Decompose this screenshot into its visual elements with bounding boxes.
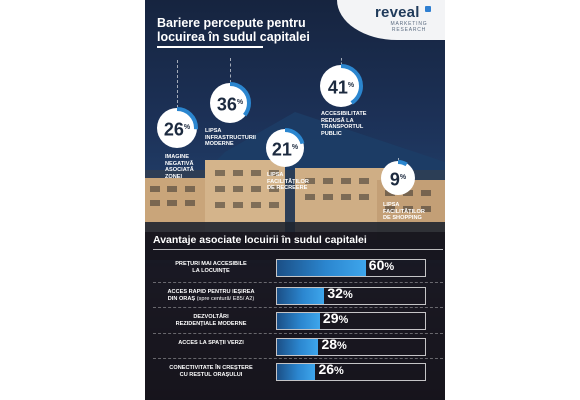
advantage-bar	[277, 364, 315, 380]
advantage-bar-track	[276, 312, 426, 330]
barrier-label-line: TRANSPORTUL	[321, 124, 364, 131]
advantage-bar-track	[276, 363, 426, 381]
advantage-bar-track	[276, 259, 426, 277]
advantage-label-line	[153, 372, 269, 379]
advantage-value-number: 32	[327, 285, 343, 301]
barrier-label	[321, 111, 366, 137]
advantage-value	[323, 310, 348, 326]
advantage-bar	[277, 288, 324, 304]
advantage-value-unit: %	[337, 340, 347, 352]
barrier-label-line: IMAGINE	[165, 154, 189, 160]
barrier-value	[317, 62, 365, 113]
advantage-label-line	[153, 289, 269, 296]
advantage-label-line	[153, 321, 269, 328]
barrier-bubble	[154, 105, 200, 151]
advantage-bar	[277, 339, 318, 355]
advantage-value-number: 28	[321, 336, 338, 352]
advantage-label	[153, 365, 269, 378]
title-underline	[157, 46, 263, 48]
barrier-label	[383, 202, 425, 222]
barrier-label-line: ASOCIATĂ	[165, 167, 194, 174]
advantage-label-text: DEZVOLTĂRI	[193, 314, 229, 320]
barrier-value	[154, 105, 200, 154]
barrier-value-unit: %	[347, 82, 355, 89]
advantage-bar-track	[276, 338, 426, 356]
barrier-value-unit: %	[236, 99, 244, 106]
brand-subtitle	[379, 21, 439, 33]
advantage-value-unit: %	[334, 365, 344, 377]
advantage-label	[153, 289, 269, 302]
advantage-label-line	[153, 261, 269, 268]
advantage-label	[153, 314, 269, 327]
advantage-value-unit: %	[338, 314, 349, 326]
advantage-value	[327, 285, 352, 301]
advantage-value-number: 60	[368, 257, 385, 273]
brand-name: reveal	[375, 4, 420, 21]
advantage-label-text: CONECTIVITATE ÎN CREȘTERE	[169, 365, 253, 371]
barrier-bubble	[317, 62, 365, 110]
barrier-value-number: 36	[216, 94, 237, 115]
advantage-bar	[277, 313, 320, 329]
advantage-value	[318, 361, 343, 377]
title-line-2: locuirea în sudul capitalei	[157, 30, 310, 44]
barrier-label-line: LIPSA	[267, 172, 284, 178]
page-title	[157, 16, 337, 44]
barrier-label-line: FACILITĂȚILOR	[383, 208, 425, 215]
advantage-label-text: PREȚURI MAI ACCESIBILE	[175, 261, 247, 267]
barrier-value-number: 9	[389, 169, 400, 190]
advantage-label-text: CU RESTUL ORAȘULUI	[179, 371, 243, 378]
brand-dot-icon	[425, 6, 431, 12]
barrier-label-line: LIPSA	[205, 128, 222, 134]
advantage-label-line	[153, 268, 269, 275]
barrier-value	[378, 158, 418, 201]
barrier-label-line: PUBLIC	[321, 130, 342, 137]
advantage-label-line	[153, 340, 269, 347]
barrier-value	[207, 80, 253, 129]
barrier-bubble	[263, 126, 307, 170]
barrier-label-line: INFRASTRUCTURII	[205, 134, 256, 141]
advantages-title-rule	[153, 249, 443, 250]
advantage-value-unit: %	[342, 289, 353, 301]
advantage-label-note: (spre centură/ E85/ A2)	[196, 295, 255, 302]
advantage-value	[321, 336, 346, 352]
barrier-label-line: NEGATIVĂ	[165, 160, 194, 167]
barrier-label-line: MODERNE	[205, 141, 234, 148]
barrier-label-line: FACILITĂȚILOR	[267, 178, 309, 185]
advantages-title: Avantaje asociate locuirii în sudul capitalei	[153, 234, 367, 246]
barrier-label	[267, 172, 309, 192]
barrier-label-line: DE RECREERE	[267, 185, 308, 192]
advantage-label-line	[153, 314, 269, 321]
advantage-label-text: ACCES RAPID PENTRU IEȘIREA	[167, 289, 255, 295]
barrier-value-unit: %	[399, 174, 407, 181]
barrier-value-number: 26	[163, 119, 184, 140]
advantage-value	[369, 257, 394, 273]
advantage-value-number: 26	[318, 361, 335, 377]
advantage-label-text: REZIDENȚIALE MODERNE	[175, 320, 247, 327]
advantage-label-text: DIN ORAȘ	[167, 295, 196, 302]
advantage-value-unit: %	[384, 261, 395, 273]
advantage-label-text: LA LOCUINȚE	[192, 267, 230, 274]
brand-sub-line-2: RESEARCH	[391, 27, 427, 33]
advantage-label	[153, 340, 269, 347]
advantage-value-number: 29	[322, 310, 339, 326]
barrier-label-line: ZONEI	[165, 173, 183, 180]
advantage-row-separator	[153, 307, 443, 309]
title-line-1: Bariere percepute pentru	[157, 16, 306, 30]
advantage-bar	[277, 260, 366, 276]
barrier-value-number: 21	[271, 139, 292, 160]
brand-sub-line-1: MARKETING	[390, 21, 428, 27]
barrier-label-line: ACCESIBILITATE	[321, 111, 367, 117]
advantage-label	[153, 261, 269, 274]
advantage-label-line	[153, 365, 269, 372]
barrier-label	[165, 154, 194, 180]
advantage-row-separator	[153, 358, 443, 360]
barrier-label-line: LIPSA	[383, 202, 400, 208]
barrier-value-number: 41	[327, 77, 348, 98]
barrier-value	[263, 126, 307, 173]
barrier-bubble	[207, 80, 253, 126]
infographic-poster	[145, 0, 445, 400]
advantage-row-separator	[153, 333, 443, 335]
barrier-connector	[177, 60, 178, 108]
barrier-value-unit: %	[291, 144, 299, 151]
barrier-label-line: REDUSĂ LA	[321, 117, 354, 124]
advantage-row-separator	[153, 282, 443, 284]
barrier-label-line: DE SHOPPING	[383, 215, 422, 222]
advantage-label-text: ACCES LA SPAȚII VERZI	[178, 340, 244, 346]
barrier-label	[205, 128, 256, 148]
barrier-bubble	[378, 158, 418, 198]
advantage-label-line	[153, 296, 269, 303]
barrier-value-unit: %	[183, 124, 191, 131]
